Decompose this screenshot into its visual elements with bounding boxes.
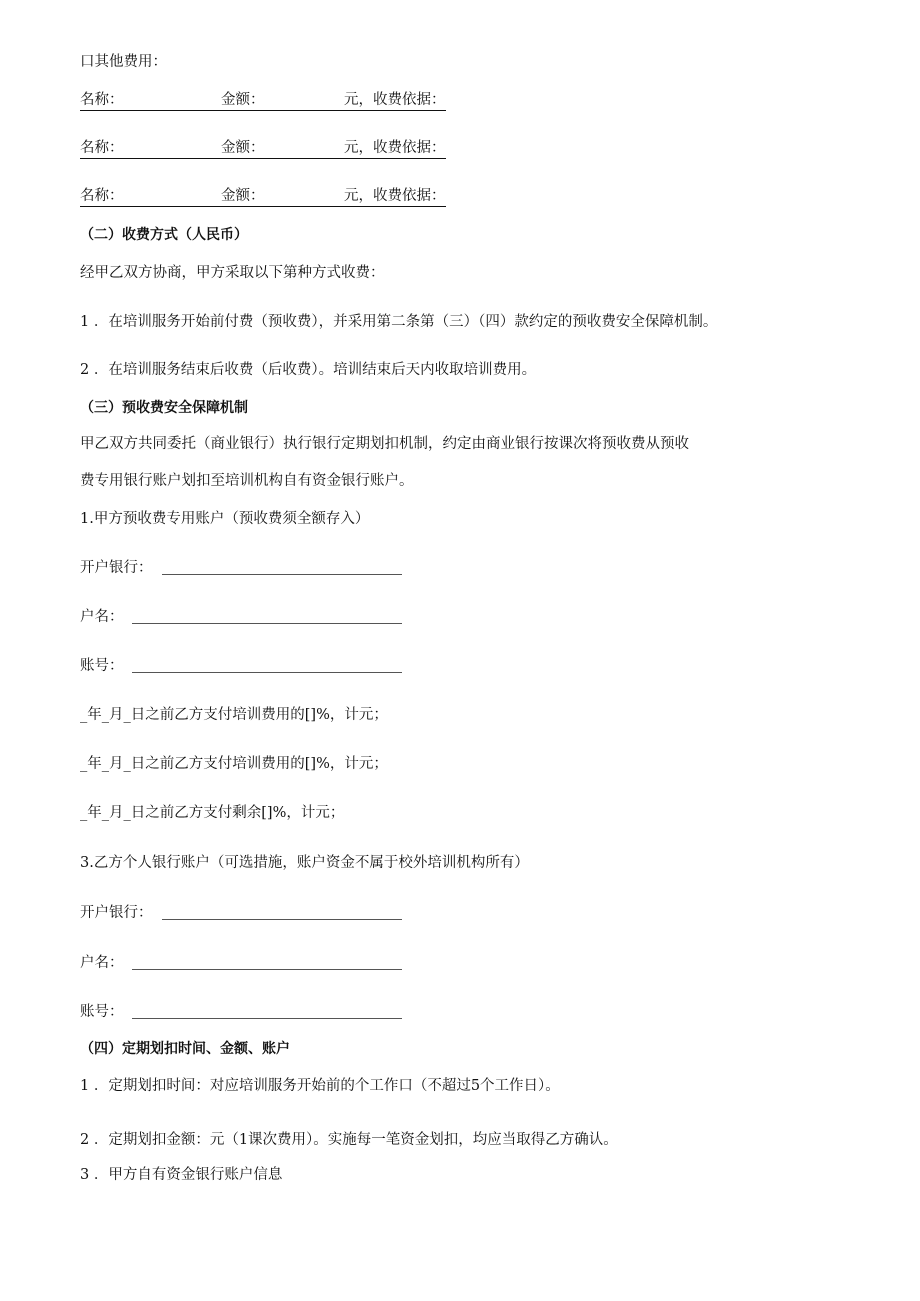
fee-name-label: 名称： (80, 92, 124, 108)
section2-item1: 1 ．在培训服务开始前付费（预收费），并采用第二条第（三）（四）款约定的预收费安全保障机制。 (80, 314, 718, 330)
fee-amount-label: 金额： (221, 140, 265, 156)
account-name-blank (132, 969, 402, 970)
section3-paragraph-line2: 费专用银行账户划扣至培训机构自有资金银行账户。 (80, 473, 414, 489)
bank-label: 开户银行： (80, 560, 153, 576)
bank-blank (162, 919, 402, 920)
section2-item2: 2 ．在培训服务结束后收费（后收费）。培训结束后天内收取培训费用。 (80, 362, 537, 378)
bank-blank (162, 574, 402, 575)
fee-basis-label: 元，收费依据： (344, 188, 446, 204)
account-name-label: 户名： (80, 609, 124, 625)
section4-item2: 2 ．定期划扣金额：元（1课次费用）。实施每一笔资金划扣，均应当取得乙方确认。 (80, 1132, 618, 1148)
account1-title: 1.甲方预收费专用账户（预收费须全额存入） (80, 511, 370, 527)
section2-title: （二）收费方式（人民币） (80, 227, 248, 243)
section4-item3: 3 ．甲方自有资金银行账户信息 (80, 1167, 283, 1183)
section3-title: （三）预收费安全保障机制 (80, 400, 248, 416)
fee-name-label: 名称： (80, 140, 124, 156)
section4-item1: 1 ．定期划扣时间：对应培训服务开始前的个工作口（不超过5个工作日）。 (80, 1078, 560, 1094)
account3-title: 3.乙方个人银行账户（可选措施，账户资金不属于校外培训机构所有） (80, 855, 529, 871)
bank-label: 开户银行： (80, 905, 153, 921)
fee-row (80, 90, 446, 111)
payment-schedule-3: _年_月_日之前乙方支付剩余[]%，计元； (80, 805, 345, 821)
other-fees-heading: 口其他费用： (80, 54, 167, 70)
fee-name-label: 名称： (80, 188, 124, 204)
section3-paragraph-line1: 甲乙双方共同委托（商业银行）执行银行定期划扣机制，约定由商业银行按课次将预收费从预收 (80, 436, 689, 452)
account-name-label: 户名： (80, 955, 124, 971)
payment-schedule-1: _年_月_日之前乙方支付培训费用的[]%，计元； (80, 707, 388, 723)
account-number-label: 账号： (80, 1004, 124, 1020)
account-number-blank (132, 672, 402, 673)
fee-amount-label: 金额： (221, 188, 265, 204)
account-number-blank (132, 1018, 402, 1019)
fee-basis-label: 元，收费依据： (344, 140, 446, 156)
section2-intro: 经甲乙双方协商，甲方采取以下第种方式收费： (80, 265, 385, 281)
account-name-blank (132, 623, 402, 624)
fee-row (80, 138, 446, 159)
fee-amount-label: 金额： (221, 92, 265, 108)
fee-row (80, 186, 446, 207)
account-number-label: 账号： (80, 658, 124, 674)
fee-basis-label: 元，收费依据： (344, 92, 446, 108)
section4-title: （四）定期划扣时间、金额、账户 (80, 1041, 290, 1057)
payment-schedule-2: _年_月_日之前乙方支付培训费用的[]%，计元； (80, 756, 388, 772)
